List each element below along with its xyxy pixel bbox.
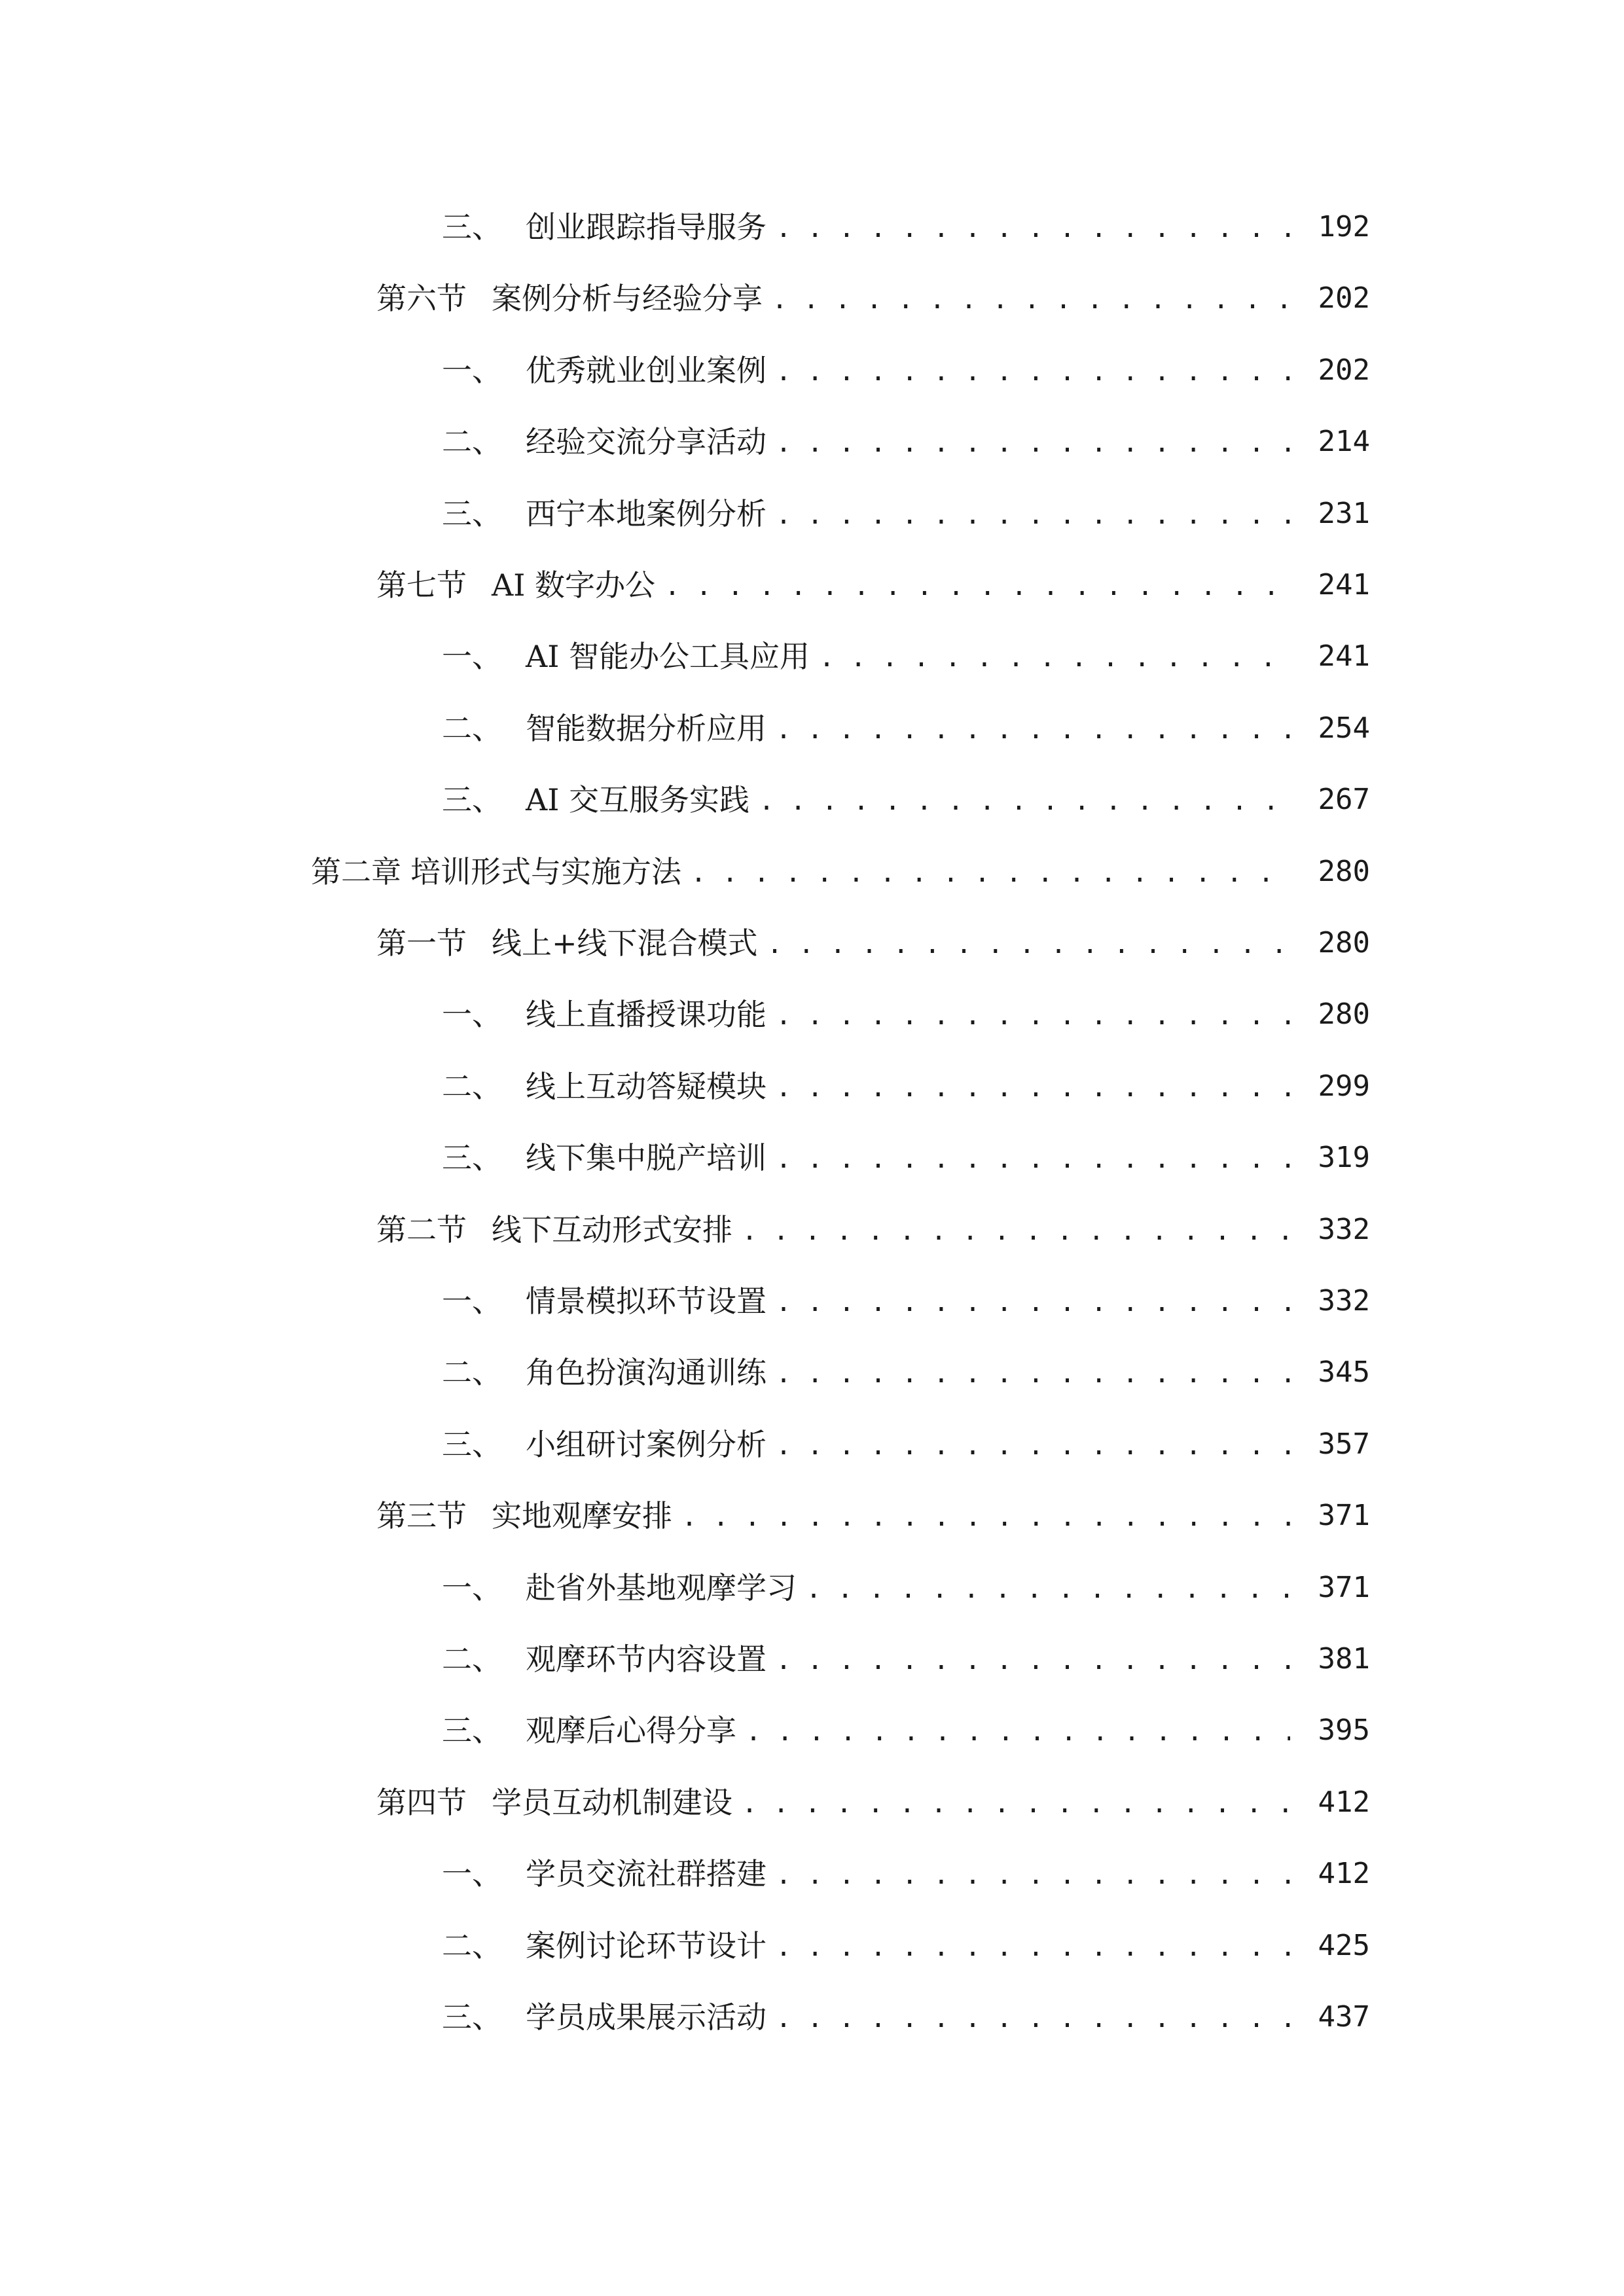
toc-entry[interactable] bbox=[0, 272, 1624, 325]
toc-marker: 二、 bbox=[442, 711, 502, 746]
toc-entry[interactable] bbox=[0, 1204, 1624, 1256]
toc-marker: 二、 bbox=[442, 1069, 502, 1104]
toc-title: 学员交流社群搭建 bbox=[526, 1856, 767, 1892]
toc-marker: 三、 bbox=[442, 2000, 502, 2035]
toc-title: AI 数字办公 bbox=[492, 567, 656, 603]
toc-title: 情景模拟环节设置 bbox=[526, 1283, 767, 1319]
toc-title: AI 交互服务实践 bbox=[526, 782, 750, 817]
toc-page-number: 241 bbox=[1318, 568, 1370, 601]
toc-entry[interactable] bbox=[0, 416, 1624, 468]
toc-entry[interactable] bbox=[0, 1132, 1624, 1184]
toc-marker: 第二节 bbox=[376, 1212, 467, 1247]
toc-leader-dots bbox=[776, 1632, 1290, 1687]
toc-marker: 一、 bbox=[442, 997, 502, 1032]
toc-page-number: 437 bbox=[1318, 2000, 1370, 2034]
toc-title: 创业跟踪指导服务 bbox=[526, 209, 767, 245]
toc-leader-dots bbox=[772, 272, 1290, 326]
toc-page-number: 280 bbox=[1318, 997, 1370, 1031]
toc-page-number: 299 bbox=[1318, 1069, 1370, 1103]
toc-leader-dots bbox=[776, 200, 1290, 255]
toc-entry[interactable] bbox=[0, 1776, 1624, 1829]
toc-title: 观摩环节内容设置 bbox=[526, 1641, 767, 1677]
toc-title: 经验交流分享活动 bbox=[526, 424, 767, 459]
toc-entry[interactable] bbox=[0, 917, 1624, 969]
toc-marker: 三、 bbox=[442, 1427, 502, 1462]
toc-entry[interactable] bbox=[0, 846, 1624, 898]
toc-page-number: 425 bbox=[1318, 1929, 1370, 1962]
toc-marker: 三、 bbox=[442, 782, 502, 817]
toc-marker: 第一节 bbox=[376, 925, 467, 961]
toc-marker: 一、 bbox=[442, 639, 502, 674]
toc-marker: 三、 bbox=[442, 1713, 502, 1748]
toc-marker: 第二章 bbox=[311, 854, 401, 889]
toc-entry[interactable] bbox=[0, 1848, 1624, 1900]
toc-page-number: 357 bbox=[1318, 1427, 1370, 1461]
toc-leader-dots bbox=[664, 558, 1290, 613]
toc-marker: 第六节 bbox=[376, 281, 467, 316]
toc-title: 案例分析与经验分享 bbox=[492, 281, 763, 316]
toc-entry[interactable] bbox=[0, 1418, 1624, 1471]
toc-page-number: 412 bbox=[1318, 1857, 1370, 1890]
toc-title: 学员成果展示活动 bbox=[526, 2000, 767, 2035]
toc-page-number: 371 bbox=[1318, 1571, 1370, 1604]
toc-marker: 一、 bbox=[442, 353, 502, 388]
toc-leader-dots bbox=[776, 702, 1290, 756]
toc-page-number: 254 bbox=[1318, 711, 1370, 745]
toc-title: 案例讨论环节设计 bbox=[526, 1928, 767, 1964]
toc-marker: 三、 bbox=[442, 1140, 502, 1175]
toc-marker: 第七节 bbox=[376, 567, 467, 603]
toc-page-number: 381 bbox=[1318, 1642, 1370, 1676]
toc-leader-dots bbox=[767, 916, 1290, 971]
toc-page-number: 202 bbox=[1318, 281, 1370, 315]
toc-leader-dots bbox=[742, 1776, 1290, 1830]
toc-entry[interactable] bbox=[0, 702, 1624, 755]
toc-leader-dots bbox=[691, 845, 1290, 899]
toc-leader-dots bbox=[776, 487, 1290, 541]
toc-title: 赴省外基地观摩学习 bbox=[526, 1570, 797, 1605]
toc-marker: 第三节 bbox=[376, 1498, 467, 1534]
toc-leader-dots bbox=[776, 1060, 1290, 1114]
toc-entry[interactable] bbox=[0, 1490, 1624, 1542]
toc-marker: 一、 bbox=[442, 1283, 502, 1319]
toc-title: 实地观摩安排 bbox=[492, 1498, 672, 1534]
toc-marker: 第四节 bbox=[376, 1785, 467, 1820]
toc-marker: 一、 bbox=[442, 1856, 502, 1892]
toc-page-number: 412 bbox=[1318, 1785, 1370, 1819]
toc-leader-dots bbox=[759, 773, 1290, 827]
toc-page-number: 241 bbox=[1318, 639, 1370, 673]
toc-leader-dots bbox=[746, 1704, 1290, 1758]
toc-page-number: 267 bbox=[1318, 783, 1370, 816]
toc-title: 学员互动机制建设 bbox=[492, 1785, 732, 1820]
toc-page-number: 214 bbox=[1318, 425, 1370, 458]
toc-title: 培训形式与实施方法 bbox=[410, 854, 681, 889]
toc-page-number: 192 bbox=[1318, 210, 1370, 243]
toc-entry[interactable] bbox=[0, 1346, 1624, 1399]
toc-title: 优秀就业创业案例 bbox=[526, 353, 767, 388]
toc-page-number: 332 bbox=[1318, 1284, 1370, 1318]
toc-entry[interactable] bbox=[0, 344, 1624, 397]
toc-leader-dots bbox=[819, 630, 1290, 684]
toc-leader-dots bbox=[776, 344, 1290, 398]
toc-leader-dots bbox=[776, 988, 1290, 1042]
toc-page-number: 332 bbox=[1318, 1213, 1370, 1246]
toc-entry[interactable] bbox=[0, 201, 1624, 253]
toc-leader-dots bbox=[776, 1919, 1290, 1973]
toc-leader-dots bbox=[681, 1489, 1290, 1543]
toc-leader-dots bbox=[776, 1990, 1290, 2045]
toc-marker: 一、 bbox=[442, 1570, 502, 1605]
toc-title: 线上互动答疑模块 bbox=[526, 1069, 767, 1104]
toc-entry[interactable] bbox=[0, 1704, 1624, 1757]
toc-entry[interactable] bbox=[0, 559, 1624, 611]
toc-page-number: 395 bbox=[1318, 1713, 1370, 1747]
toc-title: 角色扮演沟通训练 bbox=[526, 1355, 767, 1390]
toc-leader-dots bbox=[742, 1203, 1290, 1257]
toc-leader-dots bbox=[776, 1131, 1290, 1185]
toc-marker: 二、 bbox=[442, 424, 502, 459]
toc-title: 观摩后心得分享 bbox=[526, 1713, 736, 1748]
toc-entry[interactable] bbox=[0, 1275, 1624, 1327]
toc-title: 线下集中脱产培训 bbox=[526, 1140, 767, 1175]
toc-entry[interactable] bbox=[0, 488, 1624, 540]
toc-page-number: 345 bbox=[1318, 1355, 1370, 1389]
toc-title: AI 智能办公工具应用 bbox=[526, 639, 810, 674]
toc-page-number: 280 bbox=[1318, 855, 1370, 888]
toc-leader-dots bbox=[776, 415, 1290, 469]
toc-entry[interactable] bbox=[0, 1920, 1624, 1972]
toc-page-number: 319 bbox=[1318, 1141, 1370, 1174]
toc-entry[interactable] bbox=[0, 630, 1624, 683]
toc-marker: 二、 bbox=[442, 1641, 502, 1677]
toc-leader-dots bbox=[806, 1561, 1290, 1615]
toc-title: 西宁本地案例分析 bbox=[526, 496, 767, 531]
toc-marker: 三、 bbox=[442, 209, 502, 245]
toc-page-number: 371 bbox=[1318, 1499, 1370, 1532]
toc-entry[interactable] bbox=[0, 1991, 1624, 2043]
toc-entry[interactable] bbox=[0, 1633, 1624, 1685]
toc-entry[interactable] bbox=[0, 1562, 1624, 1614]
toc-title: 线上直播授课功能 bbox=[526, 997, 767, 1032]
toc-leader-dots bbox=[776, 1418, 1290, 1472]
toc-leader-dots bbox=[776, 1847, 1290, 1901]
toc-title: 小组研讨案例分析 bbox=[526, 1427, 767, 1462]
toc-marker: 二、 bbox=[442, 1928, 502, 1964]
toc-marker: 二、 bbox=[442, 1355, 502, 1390]
toc-leader-dots bbox=[776, 1346, 1290, 1400]
toc-marker: 三、 bbox=[442, 496, 502, 531]
toc-page-number: 280 bbox=[1318, 926, 1370, 960]
toc-entry[interactable] bbox=[0, 988, 1624, 1041]
toc-entry[interactable] bbox=[0, 1060, 1624, 1113]
toc-page-number: 202 bbox=[1318, 353, 1370, 387]
toc-entry[interactable] bbox=[0, 774, 1624, 826]
toc-title: 线上+线下混合模式 bbox=[492, 925, 758, 961]
toc-page-number: 231 bbox=[1318, 497, 1370, 530]
toc-title: 线下互动形式安排 bbox=[492, 1212, 732, 1247]
toc-leader-dots bbox=[776, 1274, 1290, 1329]
toc-title: 智能数据分析应用 bbox=[526, 711, 767, 746]
